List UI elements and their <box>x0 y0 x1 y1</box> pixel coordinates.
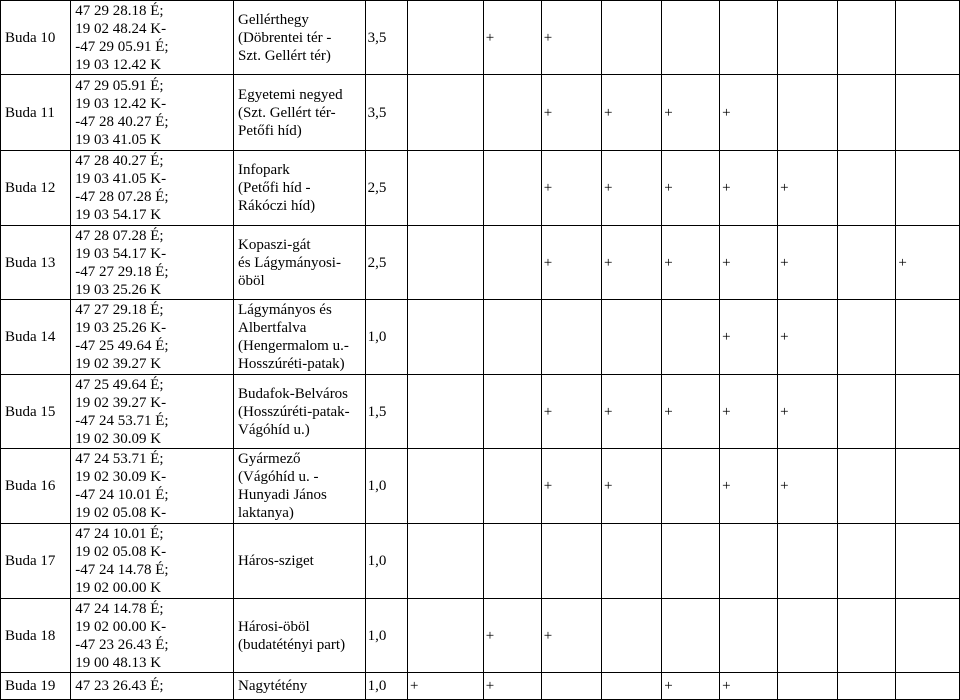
coordinate-line: 19 02 00.00 K- <box>75 618 167 635</box>
presence-mark <box>838 75 896 151</box>
site-name: Buda 13 <box>1 226 71 300</box>
coordinate-line: 19 00 48.13 K <box>75 654 162 671</box>
presence-mark <box>601 524 661 599</box>
presence-mark: + <box>896 226 960 300</box>
site-depth: 1,0 <box>365 599 407 673</box>
presence-mark <box>838 151 896 226</box>
coordinate-line: 19 03 25.26 K- <box>75 320 167 336</box>
coordinate-line: -47 23 26.43 É; <box>75 636 169 653</box>
coordinate-line: 19 03 12.42 K- <box>75 95 167 112</box>
presence-mark: + <box>541 151 601 226</box>
coordinate-line: 19 02 48.24 K- <box>75 20 167 37</box>
presence-mark <box>483 375 541 449</box>
site-location <box>234 151 366 226</box>
coordinate-line: 19 02 00.00 K <box>75 580 162 596</box>
site-name: Buda 12 <box>1 151 71 226</box>
presence-mark <box>541 673 601 700</box>
site-location <box>234 599 366 673</box>
site-location <box>234 300 366 375</box>
site-coordinates <box>71 449 234 524</box>
site-location <box>234 673 366 700</box>
site-coordinates <box>71 300 234 375</box>
coordinate-line: -47 27 29.18 É; <box>75 263 169 280</box>
location-line: Hunyadi János <box>238 487 327 503</box>
site-name: Buda 10 <box>1 1 71 75</box>
coordinate-line: -47 28 07.28 É; <box>75 189 169 205</box>
presence-mark <box>601 300 661 375</box>
presence-mark: + <box>541 375 601 449</box>
coordinate-line: 47 28 07.28 É; <box>75 227 164 244</box>
coordinate-line: 19 03 54.17 K <box>75 207 162 223</box>
coordinate-line: 47 25 49.64 É; <box>75 376 164 393</box>
presence-mark <box>896 524 960 599</box>
location-line: Infopark <box>238 162 290 178</box>
site-location <box>234 226 366 300</box>
coordinate-line: 47 28 40.27 É; <box>75 153 164 169</box>
location-line: Szt. Gellért tér) <box>238 47 331 64</box>
site-coordinates <box>71 226 234 300</box>
presence-mark <box>838 524 896 599</box>
table-row <box>1 151 960 226</box>
presence-mark <box>407 151 483 226</box>
coordinate-line: 47 24 10.01 É; <box>75 526 164 542</box>
coordinate-line: 19 02 30.09 K- <box>75 469 167 485</box>
site-depth: 1,0 <box>365 449 407 524</box>
presence-mark <box>662 1 720 75</box>
table-row <box>1 449 960 524</box>
presence-mark: + <box>541 1 601 75</box>
presence-mark <box>838 599 896 673</box>
presence-mark: + <box>778 449 838 524</box>
presence-mark <box>778 599 838 673</box>
presence-mark: + <box>601 151 661 226</box>
site-coordinates <box>71 75 234 151</box>
site-name: Buda 19 <box>1 673 71 700</box>
presence-mark: + <box>720 673 778 700</box>
coordinate-line: 47 24 53.71 É; <box>75 451 164 467</box>
coordinate-line: 19 02 05.08 K- <box>75 544 167 560</box>
location-line: Háros-sziget <box>238 553 314 569</box>
presence-mark: + <box>601 226 661 300</box>
presence-mark: + <box>541 599 601 673</box>
location-line: (Vágóhíd u. - <box>238 469 319 485</box>
coordinate-line: -47 29 05.91 É; <box>75 38 169 55</box>
presence-mark <box>541 300 601 375</box>
presence-mark <box>407 599 483 673</box>
presence-mark <box>896 449 960 524</box>
site-name: Buda 16 <box>1 449 71 524</box>
presence-mark <box>720 524 778 599</box>
location-line: Budafok-Belváros <box>238 385 349 402</box>
coordinate-line: 19 02 39.27 K <box>75 356 162 372</box>
presence-mark <box>778 1 838 75</box>
presence-mark <box>778 673 838 700</box>
location-line: (Hosszúréti-patak- <box>238 403 350 420</box>
site-name: Buda 11 <box>1 75 71 151</box>
presence-mark: + <box>720 226 778 300</box>
presence-mark: + <box>601 449 661 524</box>
location-line: Egyetemi negyed <box>238 86 343 103</box>
presence-mark <box>838 1 896 75</box>
site-location <box>234 524 366 599</box>
presence-mark <box>407 449 483 524</box>
presence-mark: + <box>483 599 541 673</box>
presence-mark <box>896 599 960 673</box>
presence-mark: + <box>720 449 778 524</box>
coordinate-line: 19 02 05.08 K- <box>75 505 167 521</box>
presence-mark: + <box>662 673 720 700</box>
coordinate-line: 47 23 26.43 É; <box>75 678 164 694</box>
presence-mark: + <box>720 375 778 449</box>
presence-mark: + <box>483 1 541 75</box>
site-depth: 3,5 <box>365 75 407 151</box>
site-location <box>234 1 366 75</box>
presence-mark <box>896 151 960 226</box>
site-coordinates <box>71 673 234 700</box>
presence-mark: + <box>662 375 720 449</box>
presence-mark <box>483 300 541 375</box>
presence-mark <box>838 300 896 375</box>
presence-mark: + <box>662 226 720 300</box>
coordinate-line: -47 24 53.71 É; <box>75 412 169 429</box>
coordinate-line: 47 24 14.78 É; <box>75 600 164 617</box>
presence-mark <box>483 151 541 226</box>
presence-mark <box>483 75 541 151</box>
location-line: (Hengermalom u.- <box>238 338 349 354</box>
presence-mark: + <box>541 75 601 151</box>
presence-mark <box>407 75 483 151</box>
site-depth: 3,5 <box>365 1 407 75</box>
presence-mark <box>896 300 960 375</box>
location-line: Nagytétény <box>238 678 308 694</box>
coordinate-line: -47 24 14.78 É; <box>75 562 169 578</box>
table-row <box>1 524 960 599</box>
presence-mark <box>407 1 483 75</box>
site-depth: 1,0 <box>365 300 407 375</box>
presence-mark <box>601 599 661 673</box>
presence-mark <box>662 300 720 375</box>
presence-mark <box>483 226 541 300</box>
table-row <box>1 673 960 700</box>
coordinate-line: 19 02 39.27 K- <box>75 394 167 411</box>
coordinate-line: 47 29 05.91 É; <box>75 77 164 94</box>
coordinate-line: -47 28 40.27 É; <box>75 113 169 130</box>
presence-mark: + <box>778 151 838 226</box>
location-line: Kopaszi-gát <box>238 236 311 253</box>
site-name: Buda 14 <box>1 300 71 375</box>
site-depth: 1,0 <box>365 524 407 599</box>
presence-mark <box>662 599 720 673</box>
location-line: Lágymányos és <box>238 302 332 318</box>
coordinate-line: 19 03 12.42 K <box>75 56 162 73</box>
presence-mark: + <box>601 75 661 151</box>
presence-mark: + <box>662 151 720 226</box>
location-line: (Döbrentei tér - <box>238 29 332 46</box>
presence-mark <box>407 375 483 449</box>
presence-mark <box>662 524 720 599</box>
site-depth: 1,5 <box>365 375 407 449</box>
presence-mark <box>407 524 483 599</box>
presence-mark: + <box>778 375 838 449</box>
table-row <box>1 226 960 300</box>
presence-mark <box>896 75 960 151</box>
coordinate-line: -47 24 10.01 É; <box>75 487 169 503</box>
presence-mark: + <box>601 375 661 449</box>
table-row <box>1 375 960 449</box>
presence-mark <box>778 524 838 599</box>
site-name: Buda 18 <box>1 599 71 673</box>
site-coordinates <box>71 1 234 75</box>
presence-mark <box>838 226 896 300</box>
site-coordinates <box>71 151 234 226</box>
site-depth: 2,5 <box>365 226 407 300</box>
location-line: Hosszúréti-patak) <box>238 356 345 372</box>
site-location <box>234 75 366 151</box>
presence-mark <box>483 524 541 599</box>
presence-mark <box>896 1 960 75</box>
location-line: (Petőfi híd - <box>238 180 311 196</box>
coordinate-line: 47 29 28.18 É; <box>75 2 164 19</box>
location-line: Hárosi-öböl <box>238 618 310 635</box>
presence-mark <box>662 449 720 524</box>
coordinate-line: 19 03 41.05 K- <box>75 171 167 187</box>
table-body <box>1 1 960 700</box>
presence-mark: + <box>720 300 778 375</box>
site-name: Buda 15 <box>1 375 71 449</box>
site-depth: 2,5 <box>365 151 407 226</box>
presence-mark <box>407 300 483 375</box>
coordinate-line: -47 25 49.64 É; <box>75 338 169 354</box>
presence-mark <box>778 75 838 151</box>
presence-mark <box>601 1 661 75</box>
location-line: öböl <box>238 272 265 289</box>
site-location <box>234 449 366 524</box>
presence-mark <box>838 375 896 449</box>
coordinate-line: 19 03 41.05 K <box>75 131 162 148</box>
presence-mark <box>720 1 778 75</box>
location-line: Gyármező <box>238 451 301 467</box>
presence-mark <box>601 673 661 700</box>
table-row <box>1 300 960 375</box>
location-line: Rákóczi híd) <box>238 198 316 214</box>
coordinate-line: 19 02 30.09 K <box>75 430 162 447</box>
presence-mark <box>896 375 960 449</box>
site-coordinates <box>71 375 234 449</box>
presence-mark: + <box>778 226 838 300</box>
presence-mark: + <box>720 151 778 226</box>
presence-mark <box>483 449 541 524</box>
presence-mark <box>720 599 778 673</box>
presence-mark <box>407 226 483 300</box>
location-line: Albertfalva <box>238 320 307 336</box>
coordinate-line: 47 27 29.18 É; <box>75 302 164 318</box>
site-location <box>234 375 366 449</box>
presence-mark: + <box>662 75 720 151</box>
presence-mark: + <box>778 300 838 375</box>
presence-mark: + <box>541 449 601 524</box>
presence-mark: + <box>483 673 541 700</box>
table-row <box>1 1 960 75</box>
presence-mark: + <box>407 673 483 700</box>
location-line: Petőfi híd) <box>238 122 302 139</box>
location-line: (Szt. Gellért tér- <box>238 104 336 121</box>
presence-mark: + <box>541 226 601 300</box>
location-line: és Lágymányosi- <box>238 254 341 271</box>
location-line: laktanya) <box>238 505 294 521</box>
presence-mark <box>838 449 896 524</box>
table-row <box>1 75 960 151</box>
table-row <box>1 599 960 673</box>
site-coordinates <box>71 524 234 599</box>
presence-mark <box>838 673 896 700</box>
presence-mark <box>896 673 960 700</box>
location-line: Vágóhíd u.) <box>238 421 310 438</box>
coordinate-line: 19 03 54.17 K- <box>75 245 167 262</box>
site-depth: 1,0 <box>365 673 407 700</box>
site-coordinates <box>71 599 234 673</box>
location-line: Gellérthegy <box>238 11 309 28</box>
presence-mark <box>541 524 601 599</box>
location-line: (budatétényi part) <box>238 636 346 653</box>
coordinate-line: 19 03 25.26 K <box>75 281 162 298</box>
presence-mark: + <box>720 75 778 151</box>
site-name: Buda 17 <box>1 524 71 599</box>
